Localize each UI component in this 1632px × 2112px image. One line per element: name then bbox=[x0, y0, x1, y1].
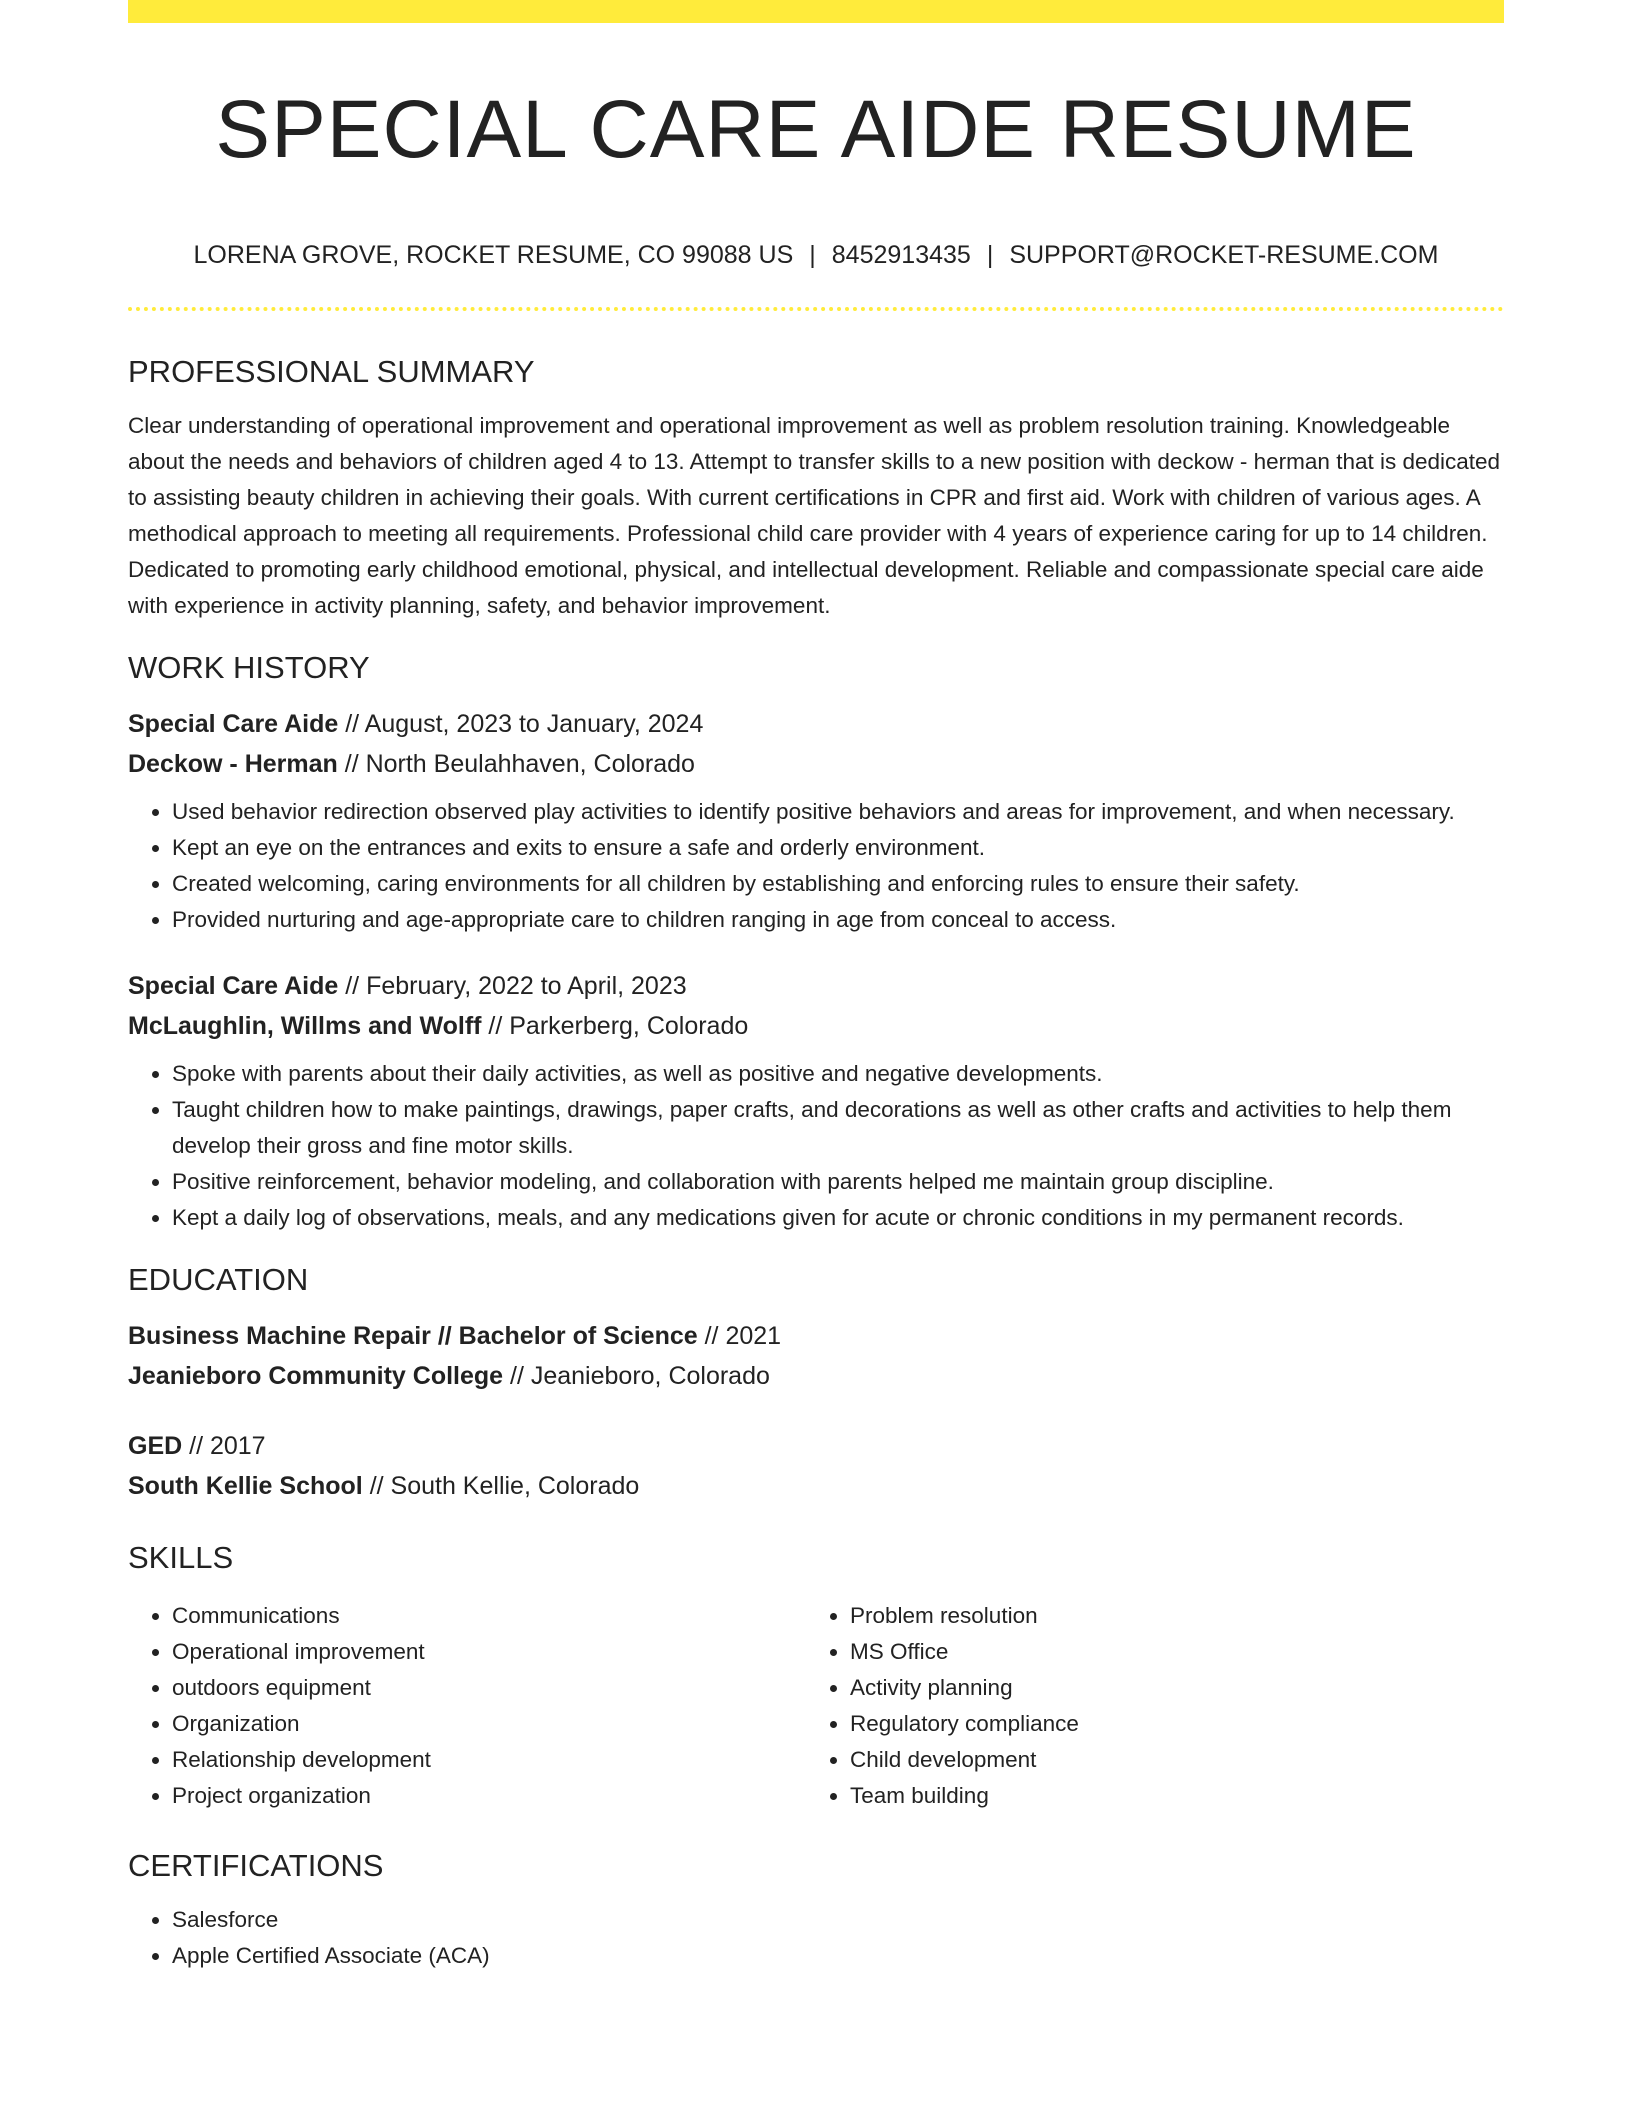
job-duty: • Provided nurturing and age-appropriate care to children ranging in age from conceal to access. bbox=[172, 902, 1504, 938]
skill-item: • Organization bbox=[172, 1706, 806, 1742]
job-duty: • Positive reinforcement, behavior modeling, and collaboration with parents helped me maintain group discipline. bbox=[172, 1164, 1504, 1200]
job-duty: • Used behavior redirection observed play activities to identify positive behaviors and areas for improvement, and when necessary. bbox=[172, 794, 1504, 830]
education-entry bbox=[128, 1316, 1504, 1396]
job-role: Special Care Aide bbox=[128, 710, 339, 738]
contact-address: LORENA GROVE, ROCKET RESUME, CO 99088 US bbox=[193, 241, 794, 269]
job-duties-list bbox=[128, 794, 1504, 938]
job-company: McLaughlin, Willms and Wolff bbox=[128, 1012, 482, 1040]
resume-title: SPECIAL CARE AIDE RESUME bbox=[215, 84, 1417, 175]
skill-item: • Regulatory compliance bbox=[850, 1706, 1484, 1742]
skill-item: • Team building bbox=[850, 1778, 1484, 1814]
contact-line bbox=[128, 236, 1504, 274]
work-history-heading: WORK HISTORY bbox=[128, 650, 370, 685]
skills-list-right bbox=[806, 1598, 1484, 1814]
skills-columns bbox=[128, 1594, 1504, 1814]
education-year: // 2017 bbox=[182, 1432, 266, 1460]
skill-item: • MS Office bbox=[850, 1634, 1484, 1670]
skill-item: • Relationship development bbox=[172, 1742, 806, 1778]
dotted-divider bbox=[128, 307, 1504, 311]
job-title-line bbox=[128, 704, 1504, 744]
job-role: Special Care Aide bbox=[128, 972, 339, 1000]
skill-item: • Problem resolution bbox=[850, 1598, 1484, 1634]
contact-separator: | bbox=[986, 241, 994, 269]
job-entry bbox=[128, 704, 1504, 938]
contact-separator: | bbox=[809, 241, 816, 269]
education-heading: EDUCATION bbox=[128, 1262, 309, 1297]
job-duties-list bbox=[128, 1056, 1504, 1236]
education-year: // 2021 bbox=[697, 1322, 782, 1350]
education-degree-line bbox=[128, 1426, 1504, 1466]
education-entry bbox=[128, 1426, 1504, 1506]
job-duty: • Taught children how to make paintings, drawings, paper crafts, and decorations as well as other crafts and activities to help them develop their gross and fine motor skills. bbox=[172, 1092, 1504, 1164]
education-school: Jeanieboro Community College bbox=[128, 1362, 504, 1390]
education-location: // South Kellie, Colorado bbox=[362, 1472, 640, 1500]
certifications-heading: CERTIFICATIONS bbox=[128, 1848, 384, 1883]
skills-section bbox=[128, 1594, 1504, 1814]
job-location: // Parkerberg, Colorado bbox=[481, 1012, 749, 1040]
skills-heading: SKILLS bbox=[128, 1540, 234, 1575]
certification-item: • Apple Certified Associate (ACA) bbox=[172, 1938, 1504, 1974]
education-school-line bbox=[128, 1356, 1504, 1396]
skill-item: • Child development bbox=[850, 1742, 1484, 1778]
job-company: Deckow - Herman bbox=[128, 750, 338, 778]
summary-text: Clear understanding of operational improvement and operational improvement as well as problem resolution training. Knowledgeable about the needs and behaviors of children aged 4 to 13. Attempt to transfer skills to a new position with deckow - herman that is dedicated to assisting beauty children in achieving their goals. With current certifications in CPR and first aid. Work with children of various ages. A methodical approach to meeting all requirements. Professional child care provider with 4 years of experience caring for up to 14 children. Dedicated to promoting early childhood emotional, physical, and intellectual development. Reliable and compassionate special care aide with experience in activity planning, safety, and behavior improvement. bbox=[128, 413, 1501, 618]
job-dates: // February, 2022 to April, 2023 bbox=[338, 972, 687, 1000]
job-duty: • Kept a daily log of observations, meals, and any medications given for acute or chronic conditions in my permanent records. bbox=[172, 1200, 1504, 1236]
education-degree: Business Machine Repair // Bachelor of Science bbox=[128, 1322, 698, 1350]
skill-item: • Operational improvement bbox=[172, 1634, 806, 1670]
job-duty: • Created welcoming, caring environments for all children by establishing and enforcing rules to ensure their safety. bbox=[172, 866, 1504, 902]
job-company-line bbox=[128, 744, 1504, 784]
education-degree: GED bbox=[128, 1432, 183, 1460]
skill-item: • Communications bbox=[172, 1598, 806, 1634]
job-title-line bbox=[128, 966, 1504, 1006]
job-dates: // August, 2023 to January, 2024 bbox=[338, 710, 704, 738]
skills-list-left bbox=[128, 1598, 806, 1814]
job-company-line bbox=[128, 1006, 1504, 1046]
summary-heading: PROFESSIONAL SUMMARY bbox=[128, 354, 535, 389]
education-school-line bbox=[128, 1466, 1504, 1506]
contact-email: SUPPORT@ROCKET-RESUME.COM bbox=[1009, 241, 1439, 269]
resume-content bbox=[128, 350, 1504, 1974]
job-location: // North Beulahhaven, Colorado bbox=[337, 750, 695, 778]
education-location: // Jeanieboro, Colorado bbox=[503, 1362, 770, 1390]
job-duty: • Spoke with parents about their daily activities, as well as positive and negative developments. bbox=[172, 1056, 1504, 1092]
certification-item: • Salesforce bbox=[172, 1902, 1504, 1938]
skill-item: • Project organization bbox=[172, 1778, 806, 1814]
job-entry bbox=[128, 966, 1504, 1236]
job-duty: • Kept an eye on the entrances and exits to ensure a safe and orderly environment. bbox=[172, 830, 1504, 866]
education-school: South Kellie School bbox=[128, 1472, 363, 1500]
certifications-list bbox=[128, 1902, 1504, 1974]
skill-item: • Activity planning bbox=[850, 1670, 1484, 1706]
contact-phone: 8452913435 bbox=[831, 241, 971, 269]
skill-item: • outdoors equipment bbox=[172, 1670, 806, 1706]
accent-top-bar bbox=[128, 0, 1504, 23]
education-degree-line bbox=[128, 1316, 1504, 1356]
